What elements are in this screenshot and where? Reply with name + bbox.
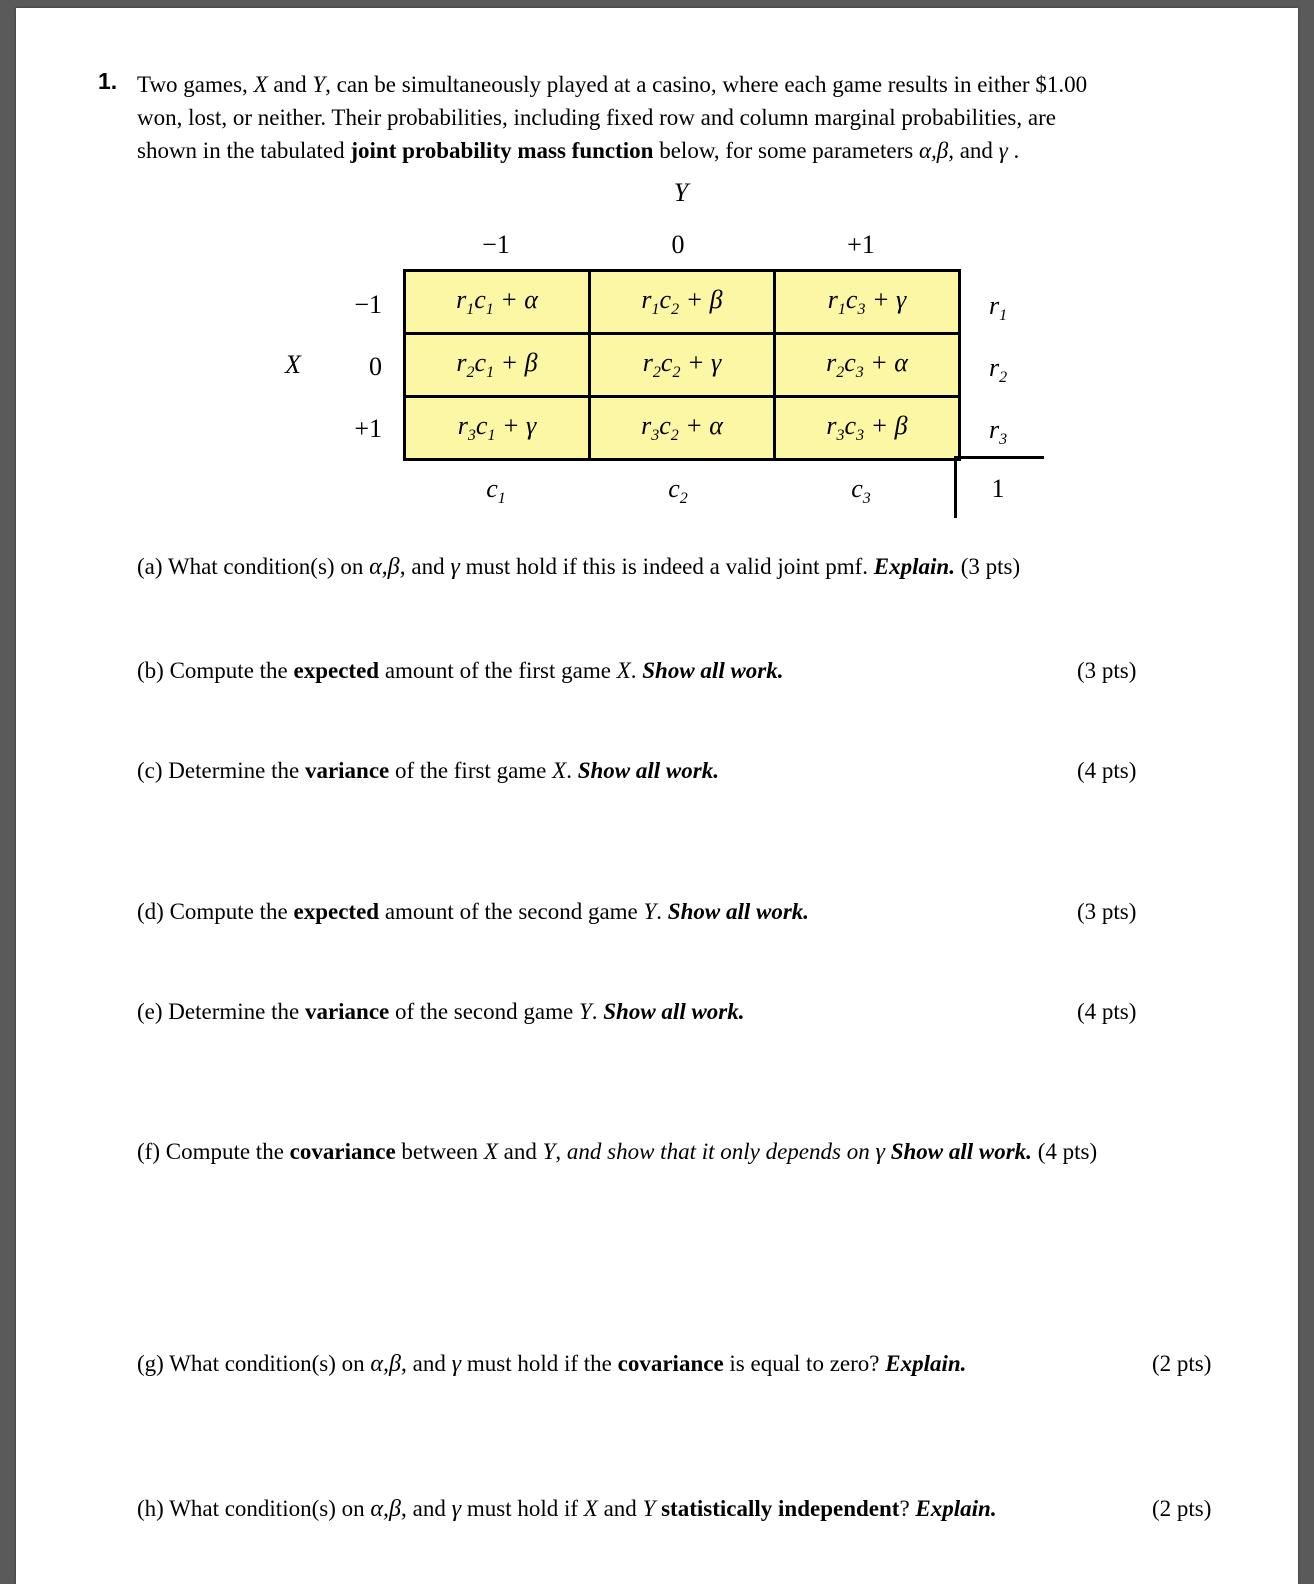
question-c: (c) Determine the variance of the first game X. Show all work.: [137, 758, 719, 783]
y-axis-label: Y: [673, 178, 689, 207]
points-e: (4 pts): [1077, 999, 1137, 1024]
cell-expression: $r_1c_1 + \alpha$: [456, 284, 538, 319]
cell-expression: $r_2c_3 + \alpha$: [826, 347, 908, 382]
col-header: +1: [847, 230, 875, 259]
question-f: (f) Compute the covariance between X and Y, and show that it only depends on γ Show all work. (4 pts): [137, 1139, 1098, 1165]
col-marginal: $c_2$: [668, 474, 688, 508]
question-g: (g) What condition(s) on α,β, and γ must hold if the covariance is equal to zero? Explain.: [137, 1351, 967, 1377]
joint-pmf-table: [403, 269, 961, 461]
pmf-cell: [590, 271, 775, 334]
row-header: +1: [354, 414, 382, 443]
question-h: (h) What condition(s) on α,β, and γ must hold if X and Y statistically independent? Explain.: [137, 1496, 997, 1522]
pmf-cell: [775, 334, 960, 397]
pmf-cell: [775, 271, 960, 334]
intro-line: won, lost, or neither. Their probabilities, including fixed row and column marginal probabilities, are: [137, 105, 1056, 130]
row-header: −1: [354, 290, 382, 319]
row-marginal: $r_1$: [988, 291, 1008, 325]
cell-expression: $r_1c_2 + \beta$: [641, 284, 723, 319]
marginal-divider-vertical: [954, 456, 957, 518]
row-marginal: $r_3$: [988, 415, 1008, 449]
pmf-cell: [405, 397, 590, 460]
pmf-cell: [590, 334, 775, 397]
col-header: 0: [671, 230, 685, 259]
pmf-cell: [590, 397, 775, 460]
pmf-cell: [405, 271, 590, 334]
points-h: (2 pts): [1152, 1496, 1212, 1521]
table-row: [405, 397, 960, 460]
col-marginal: $c_3$: [851, 474, 871, 508]
question-a: (a) What condition(s) on α,β, and γ must hold if this is indeed a valid joint pmf. Explain. (3 pts): [137, 554, 1021, 580]
question-b: (b) Compute the expected amount of the first game X. Show all work.: [137, 658, 784, 683]
points-d: (3 pts): [1077, 899, 1137, 924]
intro-line: shown in the tabulated joint probability mass function below, for some parameters α,β, and γ .: [137, 138, 1020, 163]
cell-expression: $r_3c_3 + \beta$: [826, 410, 908, 445]
points-c: (4 pts): [1077, 758, 1137, 783]
pmf-cell: [775, 397, 960, 460]
total-probability: 1: [991, 474, 1005, 503]
cell-expression: $r_3c_1 + \gamma$: [457, 410, 537, 445]
x-axis-label: X: [285, 350, 301, 379]
cell-expression: $r_3c_2 + \alpha$: [641, 410, 723, 445]
cell-expression: $r_2c_1 + \beta$: [456, 347, 538, 382]
cell-expression: $r_1c_3 + \gamma$: [827, 284, 907, 319]
row-marginal: $r_2$: [988, 353, 1008, 387]
col-marginal: $c_1$: [486, 474, 506, 508]
row-header: 0: [369, 352, 382, 381]
exam-page: [16, 8, 1298, 1584]
pmf-cell: [405, 334, 590, 397]
intro-line: Two games, X and Y, can be simultaneously played at a casino, where each game results in either $1.00: [137, 72, 1088, 97]
cell-expression: $r_2c_2 + \gamma$: [642, 347, 722, 382]
points-g: (2 pts): [1152, 1351, 1212, 1376]
col-header: −1: [482, 230, 510, 259]
table-row: [405, 271, 960, 334]
question-e: (e) Determine the variance of the second game Y. Show all work.: [137, 999, 745, 1024]
points-b: (3 pts): [1077, 658, 1137, 683]
table-row: [405, 334, 960, 397]
problem-intro: [137, 68, 1217, 167]
marginal-divider-horizontal: [956, 456, 1044, 459]
problem-number: 1.: [98, 68, 118, 94]
question-d: (d) Compute the expected amount of the second game Y. Show all work.: [137, 899, 810, 924]
